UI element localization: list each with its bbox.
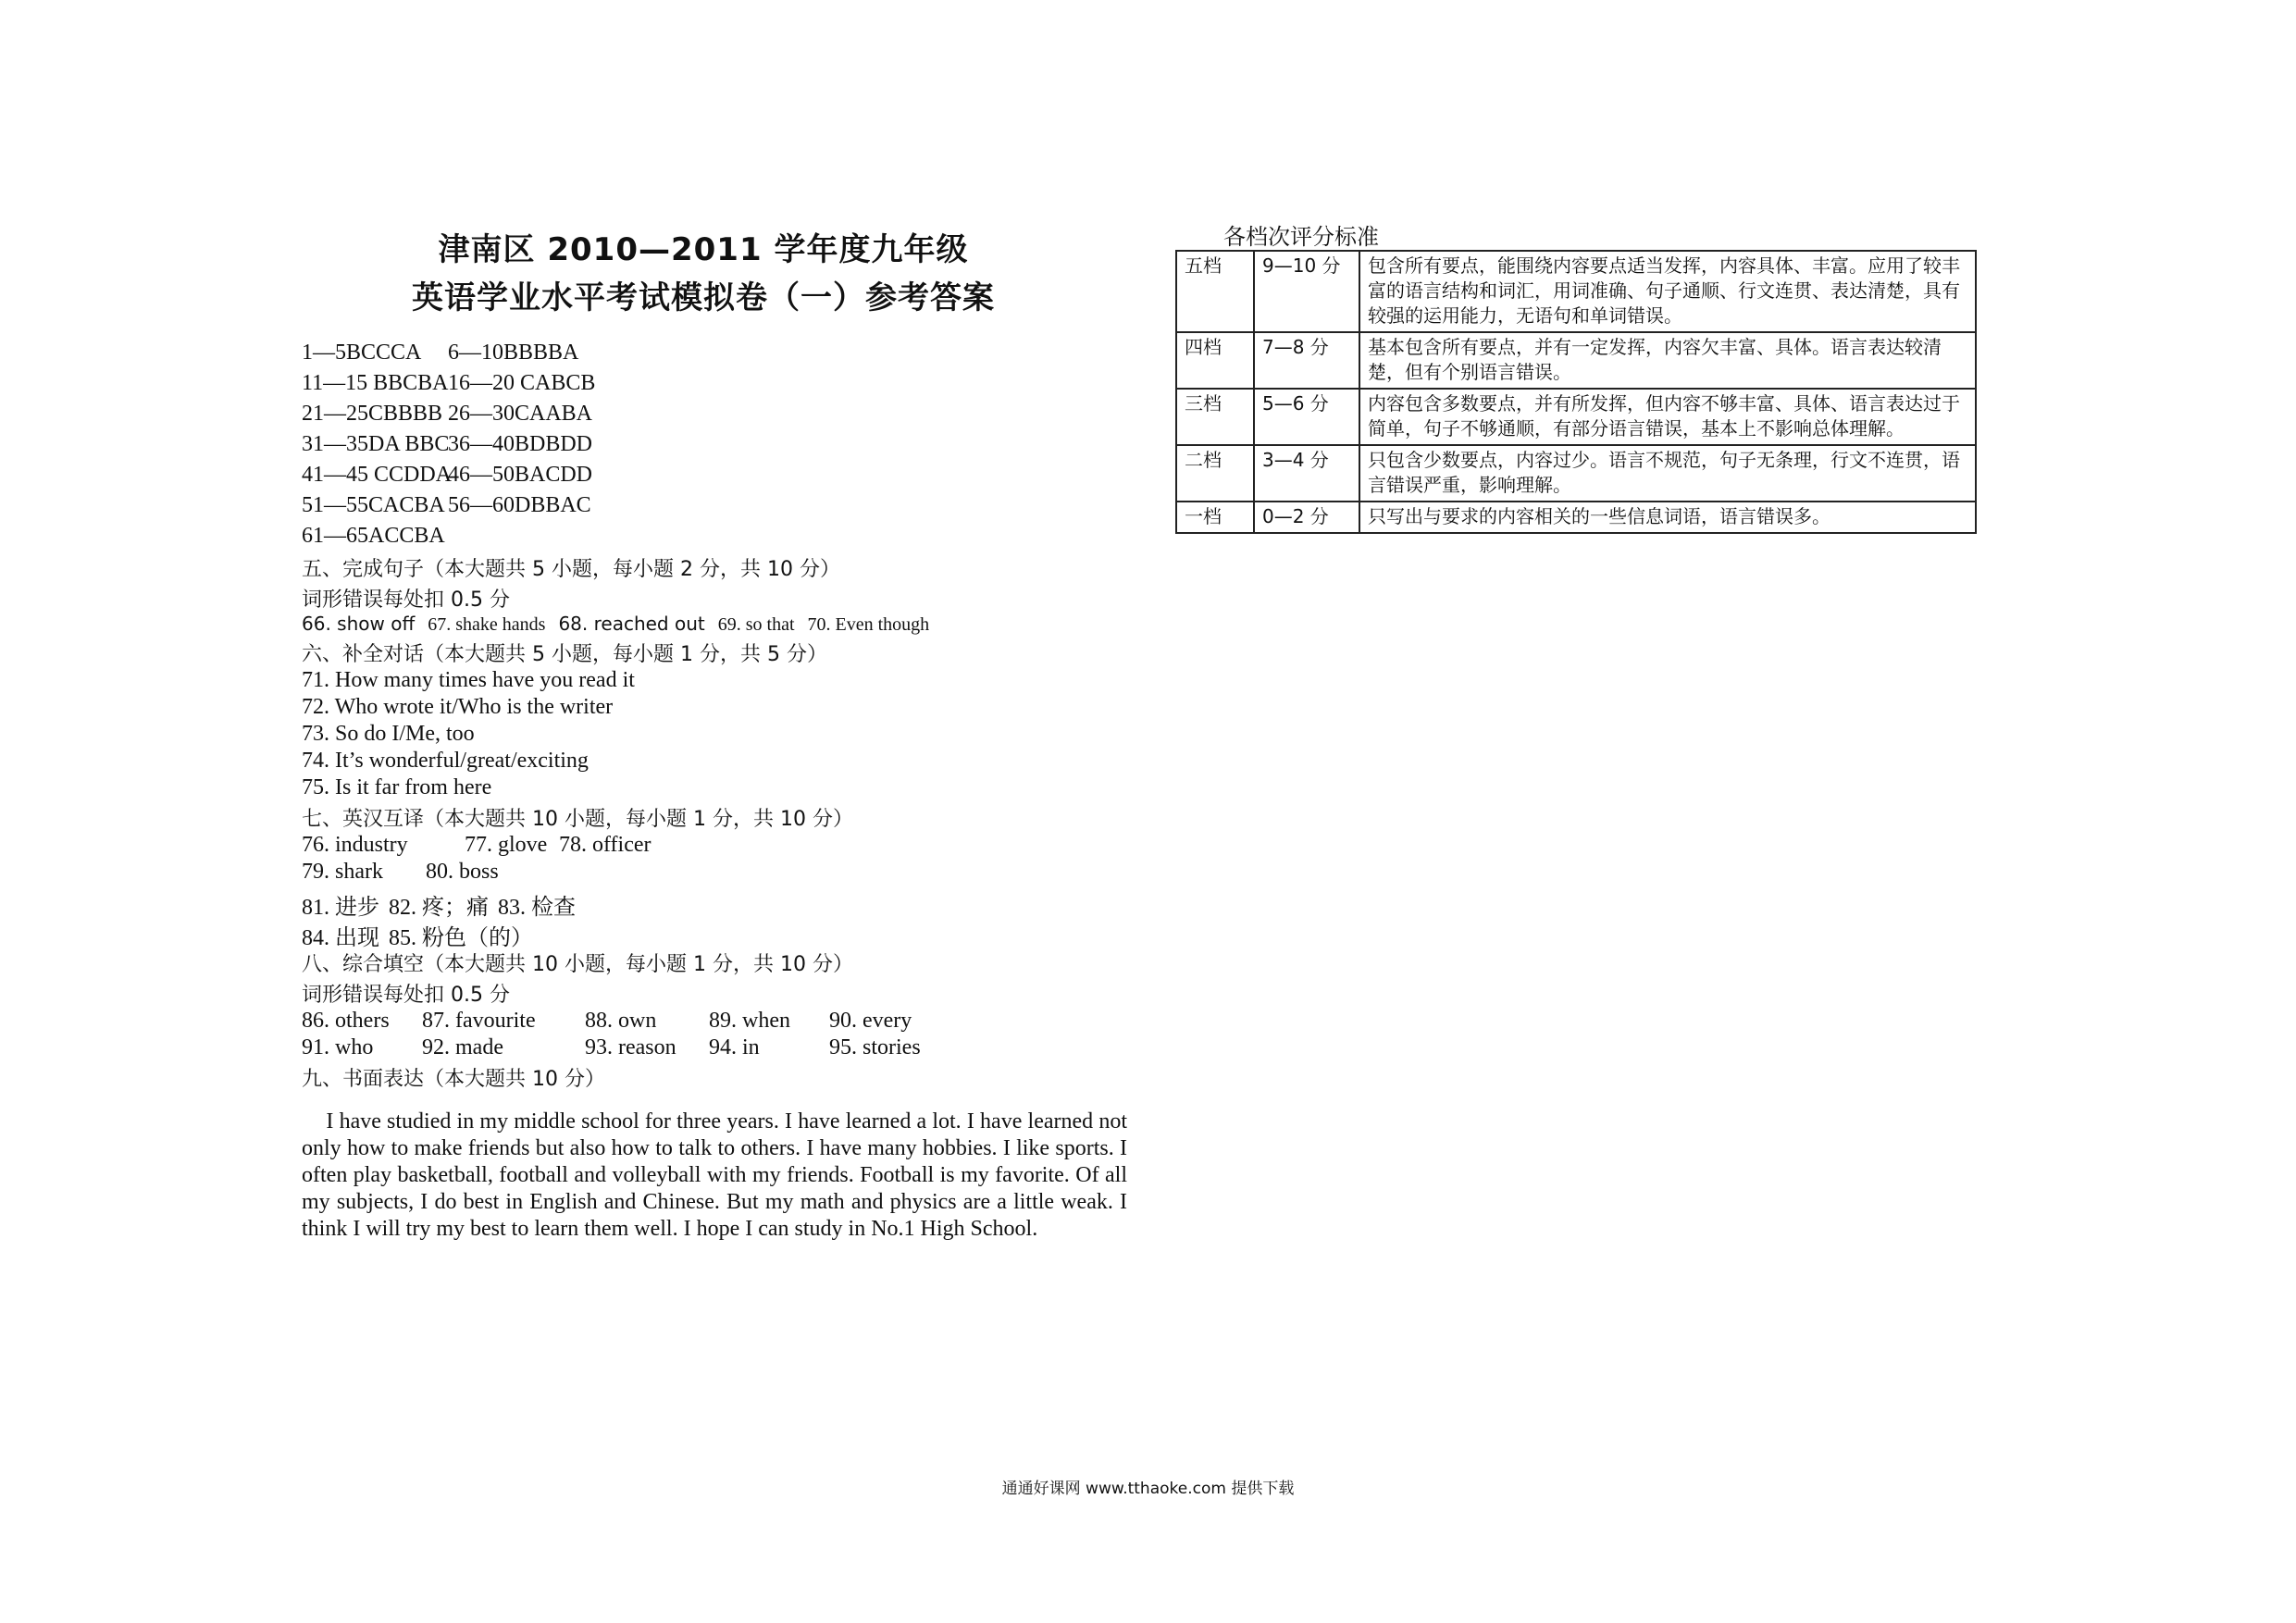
- rubric-score: 7—8 分: [1254, 332, 1359, 389]
- essay-text: I have studied in my middle school for three years. I have learned a lot. I have learned not only how to make friends but also how to talk to others. I have many hobbies. I like sports. I often play basketball, football and volleyball with my friends. Football is my favorite. Of all my subjects, I do best in English and Chinese. But my math and physics are a little weak. I think I will try my best to learn them well. I hope I can study in No.1 High School.: [302, 1109, 1127, 1241]
- rubric-description: 只写出与要求的内容相关的一些信息词语，语言错误多。: [1359, 502, 1976, 533]
- answer-row: [302, 1035, 921, 1060]
- answer: 69. so that: [717, 614, 795, 635]
- answer: 83. 检查: [498, 896, 576, 920]
- answer: 87. favourite: [422, 1009, 536, 1033]
- answer: 88. own: [585, 1009, 657, 1033]
- rubric-description: 包含所有要点，能围绕内容要点适当发挥，内容具体、丰富。应用了较丰富的语言结构和词汇，用词准确、句子通顺、行文连贯、表达清楚，具有较强的运用能力，无语句和单词错误。: [1359, 251, 1976, 332]
- answer: 71. How many times have you read it: [302, 668, 635, 692]
- answer: 75. Is it far from here: [302, 775, 492, 799]
- answer: 84. 出现: [302, 926, 379, 950]
- mc-row: [302, 493, 591, 518]
- rubric-description: 只包含少数要点，内容过少。语言不规范，句子无条理，行文不连贯，语言错误严重，影响理解。: [1359, 445, 1976, 502]
- section-heading: 八、综合填空（本大题共 10 小题，每小题 1 分，共 10 分）: [302, 953, 853, 976]
- mc-answer: 6—10BBBBA: [448, 341, 579, 365]
- table-row: [1176, 445, 1976, 502]
- mc-row: [302, 524, 445, 549]
- rubric-level: 五档: [1176, 251, 1254, 332]
- rubric-score: 5—6 分: [1254, 389, 1359, 445]
- mc-answer: 51—55CACBA: [302, 493, 445, 517]
- section-note: 词形错误每处扣 0.5 分: [302, 984, 510, 1007]
- rubric-table: [1175, 250, 1977, 534]
- rubric-score: 0—2 分: [1254, 502, 1359, 533]
- answer-row: [302, 1009, 912, 1034]
- mc-answer: 16—20 CABCB: [448, 371, 596, 395]
- page-subtitle: 英语学业水平考试模拟卷（一）参考答案: [412, 279, 995, 316]
- mc-answer: 1—5BCCCA: [302, 341, 422, 365]
- section-heading: 五、完成句子（本大题共 5 小题，每小题 2 分，共 10 分）: [302, 558, 840, 581]
- answer: 67. shake hands: [428, 614, 546, 635]
- answer-row: [302, 919, 533, 951]
- answer: 94. in: [709, 1035, 760, 1059]
- mc-row: [302, 432, 592, 457]
- answer: 85. 粉色（的）: [389, 926, 533, 950]
- mc-row: [302, 402, 592, 427]
- answer: 81. 进步: [302, 896, 379, 920]
- table-row: [1176, 251, 1976, 332]
- answer: 92. made: [422, 1035, 503, 1059]
- answer: 76. industry: [302, 833, 408, 857]
- mc-answer: 21—25CBBBB: [302, 402, 443, 426]
- answer: 72. Who wrote it/Who is the writer: [302, 695, 614, 719]
- answer-row: [302, 860, 499, 885]
- rubric-description: 内容包含多数要点，并有所发挥，但内容不够丰富、具体、语言表达过于简单，句子不够通顺，有部分语言错误，基本上不影响总体理解。: [1359, 389, 1976, 445]
- mc-answer: 31—35DA BBC: [302, 432, 450, 456]
- answer: 90. every: [829, 1009, 912, 1033]
- answer: 70. Even though: [807, 614, 930, 635]
- answer: 77. glove: [465, 833, 548, 857]
- answer-row: [302, 613, 929, 636]
- mc-row: [302, 341, 578, 365]
- answer: 93. reason: [585, 1035, 676, 1059]
- answer: 91. who: [302, 1035, 374, 1059]
- mc-answer: 61—65ACCBA: [302, 524, 445, 548]
- answer-row: [302, 888, 576, 921]
- table-row: [1176, 389, 1976, 445]
- rubric-description: 基本包含所有要点，并有一定发挥，内容欠丰富、具体。语言表达较清楚，但有个别语言错误。: [1359, 332, 1976, 389]
- table-row: [1176, 502, 1976, 533]
- mc-answer: 36—40BDBDD: [448, 432, 593, 456]
- footer-watermark: 通通好课网 www.tthaoke.com 提供下载: [1001, 1480, 1295, 1498]
- mc-row: [302, 371, 595, 396]
- answer: 74. It’s wonderful/great/exciting: [302, 749, 589, 773]
- rubric-score: 3—4 分: [1254, 445, 1359, 502]
- answer: 73. So do I/Me, too: [302, 722, 475, 746]
- answer: 89. when: [709, 1009, 790, 1033]
- mc-answer: 56—60DBBAC: [448, 493, 591, 517]
- answer: 68. reached out: [558, 613, 705, 635]
- rubric-score: 9—10 分: [1254, 251, 1359, 332]
- rubric-level: 四档: [1176, 332, 1254, 389]
- answer: 80. boss: [426, 860, 499, 884]
- answer: 86. others: [302, 1009, 390, 1033]
- section-heading: 六、补全对话（本大题共 5 小题，每小题 1 分，共 5 分）: [302, 643, 827, 666]
- section-note: 词形错误每处扣 0.5 分: [302, 588, 510, 612]
- page-title: 津南区 2010—2011 学年度九年级: [438, 231, 969, 268]
- mc-answer: 41—45 CCDDA: [302, 463, 453, 487]
- section-heading: 九、书面表达（本大题共 10 分）: [302, 1068, 605, 1091]
- table-row: [1176, 332, 1976, 389]
- mc-answer: 11—15 BBCBA: [302, 371, 449, 395]
- rubric-caption: 各档次评分标准: [1223, 224, 1379, 250]
- mc-answer: 46—50BACDD: [448, 463, 593, 487]
- section-heading: 七、英汉互译（本大题共 10 小题，每小题 1 分，共 10 分）: [302, 808, 853, 831]
- answer: 78. officer: [559, 833, 652, 857]
- answer: 79. shark: [302, 860, 383, 884]
- mc-row: [302, 463, 592, 488]
- answer: 66. show off: [302, 613, 416, 635]
- mc-answer: 26—30CAABA: [448, 402, 593, 426]
- answer-row: [302, 833, 652, 858]
- answer: 82. 疼；痛: [389, 896, 489, 920]
- answer: 95. stories: [829, 1035, 921, 1059]
- rubric-level: 一档: [1176, 502, 1254, 533]
- rubric-level: 二档: [1176, 445, 1254, 502]
- rubric-level: 三档: [1176, 389, 1254, 445]
